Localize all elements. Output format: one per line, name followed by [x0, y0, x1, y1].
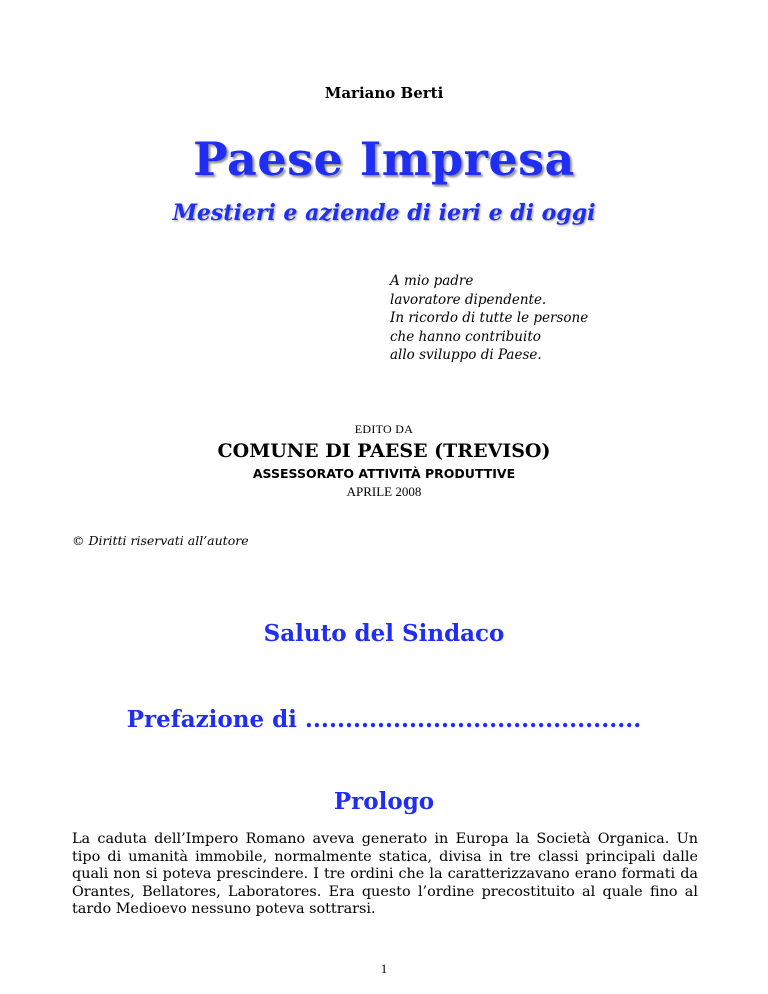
prologue-paragraph: La caduta dell’Impero Romano aveva generato in Europa la Società Organica. Un tipo di umanità immobile, normalmente statica, divisa in tre classi principali dalle quali non si poteva prescindere. I tre ordini che la caratterizzavano erano formati da Orantes, Bellatores, Laboratores. Era questo l’ordine precostituito al quale fino al tardo Medioevo nessuno poteva sottrarsi. — [72, 831, 698, 917]
publisher-department: ASSESSORATO ATTIVITÀ PRODUTTIVE — [252, 466, 516, 481]
dedication-line: A mio padre — [390, 273, 474, 289]
dedication — [390, 272, 588, 365]
book-title: Paese Impresa — [193, 132, 575, 186]
author-name: Mariano Berti — [324, 84, 444, 102]
book-subtitle: Mestieri e aziende di ieri e di oggi — [172, 200, 596, 226]
heading-prefazione: Prefazione di .......................................... — [126, 706, 642, 733]
publisher-name: COMUNE DI PAESE (TREVISO) — [217, 440, 551, 462]
publication-date: APRILE 2008 — [346, 484, 422, 499]
heading-saluto-sindaco: Saluto del Sindaco — [263, 620, 505, 647]
dedication-line: che hanno contribuito — [390, 328, 541, 345]
publisher-block — [0, 422, 768, 500]
dedication-line: lavoratore dipendente. — [390, 291, 547, 308]
dedication-line: allo sviluppo di Paese. — [390, 347, 542, 363]
heading-prologo: Prologo — [333, 788, 435, 815]
edito-label: EDITO DA — [354, 422, 414, 436]
dedication-line: In ricordo di tutte le persone — [390, 310, 589, 326]
page-number: 1 — [380, 961, 388, 976]
copyright-notice: © Diritti riservati all’autore — [72, 533, 249, 548]
